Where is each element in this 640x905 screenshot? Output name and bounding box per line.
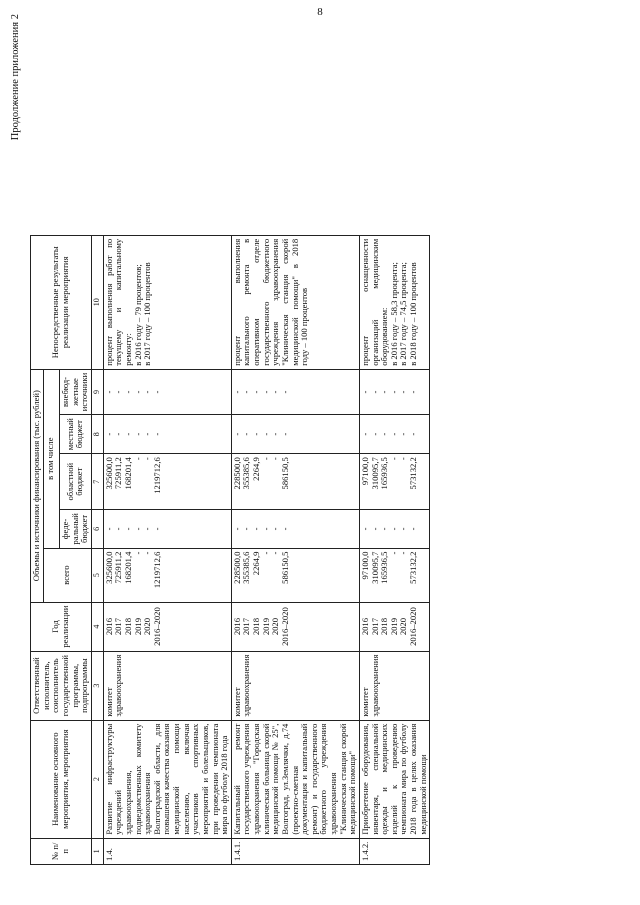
column-index: 8 <box>91 415 103 454</box>
regional-budget: 325600,0 725911,2 168201,4 - - 1219712,6 <box>103 454 231 510</box>
total-amount: 325600,0 725911,2 168201,4 - - 1219712,6 <box>103 548 231 602</box>
total-amount: 228500,0 355385,6 2264,9 - - 586150,5 <box>231 548 359 602</box>
row-number: 1.4.2. <box>359 838 429 864</box>
regional-budget: 97100,0 310095,7 165936,5 - - 573132,2 <box>359 454 429 510</box>
extra-budget: - - - - - - <box>103 369 231 414</box>
column-index: 5 <box>91 548 103 602</box>
years: 2016 2017 2018 2019 2020 2016–2020 <box>231 602 359 651</box>
header-extra: внебюд-жетные источники <box>59 369 91 414</box>
measure-name: Приобретение оборудования, инвентаря, специальной одежды и медицинских изделий к проведению чемпионата мира по футболу 2018 года в целях оказания медицинской помощи <box>359 720 429 838</box>
column-index: 2 <box>91 720 103 838</box>
appendix-caption: Продолжение приложения 2 <box>10 14 21 141</box>
extra-budget: - - - - - - <box>359 369 429 414</box>
federal-budget: - - - - - - <box>103 510 231 548</box>
federal-budget: - - - - - - <box>231 510 359 548</box>
row-number: 1.4.1. <box>231 838 359 864</box>
column-index: 9 <box>91 369 103 414</box>
row-number: 1.4. <box>103 838 231 864</box>
responsible-executor: комитет здравоохранения <box>231 651 359 720</box>
column-index: 6 <box>91 510 103 548</box>
local-budget: - - - - - - <box>231 415 359 454</box>
column-index: 10 <box>91 235 103 369</box>
total-amount: 97100,0 310095,7 165936,5 - - 573132,2 <box>359 548 429 602</box>
header-num: № п/п <box>31 838 92 864</box>
table-row <box>359 235 429 864</box>
years: 2016 2017 2018 2019 2020 2016–2020 <box>359 602 429 651</box>
measure-name: Капитальный ремонт государственного учреждения здравоохранения "Городская клиническая больница скорой медицинской помощи № 25", Волгоград, ул.Землячки, д.74 (проектно-сметная документация и капитальный ремонт) и государственного бюджетного учреждения здравоохранения "Клиническая станция скорой медицинской помощи" <box>231 720 359 838</box>
page-number: 8 <box>317 6 323 18</box>
measure-name: Развитие инфраструктуры учреждений здравоохранения, подведомственных комитету здравоохранения Волгоградской области, для повышения качества оказания медицинской помощи населению, включая участников спортивных мероприятий и болельщиков, при проведении чемпионата мира по футболу 2018 года <box>103 720 231 838</box>
column-index: 7 <box>91 454 103 510</box>
local-budget: - - - - - - <box>359 415 429 454</box>
column-index: 4 <box>91 602 103 651</box>
header-responsible: Ответственный исполнитель, соисполнитель государственной программы, подпрограммы <box>31 651 92 720</box>
header-local: местный бюджет <box>59 415 91 454</box>
program-table <box>30 235 430 865</box>
extra-budget: - - - - - - <box>231 369 359 414</box>
header-federal: феде-ральный бюджет <box>59 510 91 548</box>
header-total: всего <box>43 548 91 602</box>
column-index-row <box>91 235 103 864</box>
result-text: процент выполнения работ по текущему и капитальному ремонту: в 2016 году – 79 процентов; в 2017 году – 100 процентов <box>103 235 231 369</box>
header-regional: областной бюджет <box>59 454 91 510</box>
responsible-executor: комитет здравоохранения <box>103 651 231 720</box>
header-financing: Объемы и источники финансирования (тыс. рублей) <box>31 369 44 602</box>
header-year: Год реализации <box>31 602 92 651</box>
column-index: 1 <box>91 838 103 864</box>
federal-budget: - - - - - - <box>359 510 429 548</box>
header-including: в том числе <box>43 369 59 548</box>
years: 2016 2017 2018 2019 2020 2016–2020 <box>103 602 231 651</box>
responsible-executor: комитет здравоохранения <box>359 651 429 720</box>
regional-budget: 228500,0 355385,6 2264,9 - - 586150,5 <box>231 454 359 510</box>
table-row <box>231 235 359 864</box>
header-result: Непосредственные результаты реализации мероприятия <box>31 235 92 369</box>
header-name: Наименование основного мероприятия, мероприятия <box>31 720 92 838</box>
table-row <box>103 235 231 864</box>
column-index: 3 <box>91 651 103 720</box>
result-text: процент оснащенности организаций медицинским оборудованием: в 2016 году – 58,3 процента; в 2017 году – 74,5 процента; в 2018 году – 100 процентов <box>359 235 429 369</box>
local-budget: - - - - - - <box>103 415 231 454</box>
result-text: процент выполнения капитального ремонта в оперативном отделе государственного бюджетного учреждения здравоохранения "Клиническая станция скорой медицинской помощи" в 2018 году – 100 процентов <box>231 235 359 369</box>
